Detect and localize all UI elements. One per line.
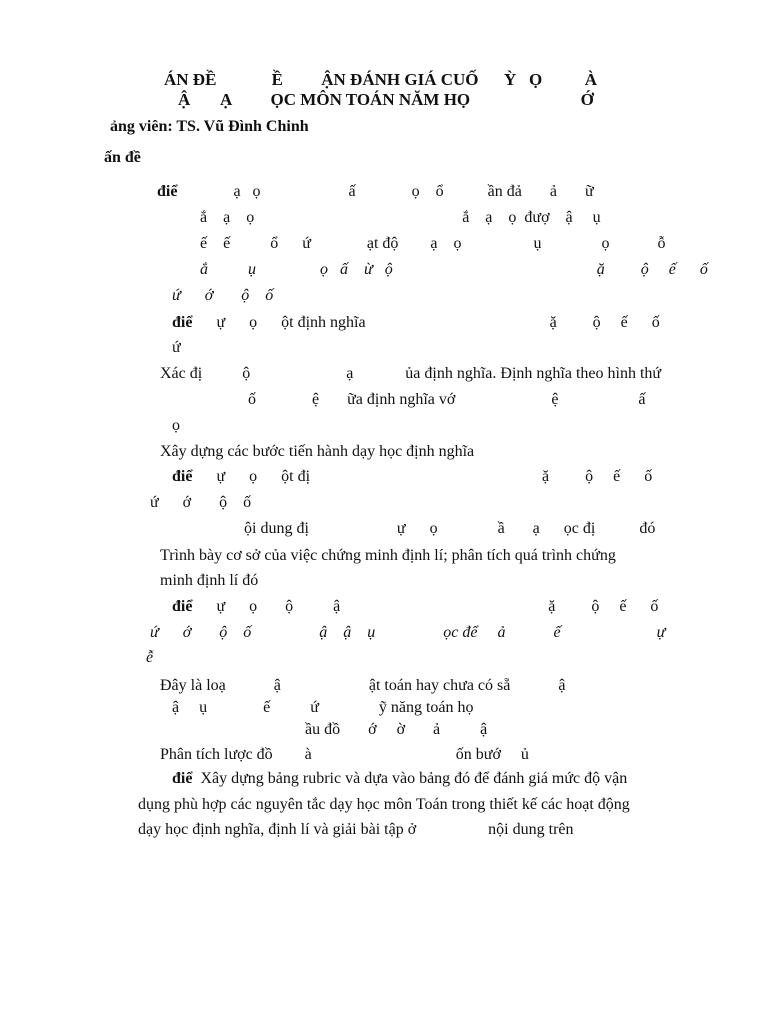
body-text: ự ọ ột định nghĩa ặ ộ ế ố (192, 314, 660, 331)
body-line-11: Xây dựng các bước tiến hành dạy học định nghĩa (160, 443, 475, 460)
body-line-13: ứ ớ ộ ố (150, 494, 252, 511)
body-line-25: dụng phù hợp các nguyên tắc dạy học môn Toán trong thiết kế các hoạt động (138, 796, 630, 813)
body-line-8: Xác đị ộ ạ ủa định nghĩa. Định nghĩa theo hình thứ (160, 365, 662, 382)
body-line-7: ứ (172, 339, 181, 356)
title-line-1: ÁN ĐỀ Ề ẬN ĐÁNH GIÁ CUỐ Ỳ Ọ À (164, 70, 598, 89)
body-line-6 (172, 313, 660, 333)
body-line-19: ễ (146, 649, 154, 666)
point-label: điể (172, 468, 193, 485)
title-line-2: Ậ Ạ ỌC MÔN TOÁN NĂM HỌ Ớ (178, 90, 594, 109)
point-label: điể (172, 598, 193, 615)
body-line-4: ắ ụ ọ ấ ừ ộ ặ ộ ế ố (200, 261, 708, 278)
body-line-20: Đây là loạ ậ ật toán hay chưa có sẵ ậ (160, 677, 566, 694)
body-line-10: ọ (172, 417, 180, 434)
body-line-21: ậ ụ ế ứ ỹ năng toán họ (172, 699, 474, 716)
body-line-3: ế ế ổ ứ ạt độ ạ ọ ụ ọ ỗ (200, 235, 666, 252)
body-line-22: ầu đồ ớ ờ ả ậ (305, 721, 488, 738)
point-label: điể (172, 770, 193, 787)
point-label: điể (172, 314, 193, 331)
body-text: ạ ọ ấ ọ ổ ần đả ả ữ (177, 183, 594, 200)
body-text: Xây dựng bảng rubric và dựa vào bảng đó để đánh giá mức độ vận (192, 770, 628, 787)
body-line-26: dạy học định nghĩa, định lí và giải bài tập ở nội dung trên (138, 821, 574, 838)
body-line-9: ố ệ ữa định nghĩa vớ ệ ấ (248, 391, 646, 408)
body-line-23: Phân tích lược đồ à ốn bướ ủ (160, 746, 529, 763)
body-line-18: ứ ớ ộ ố ậ ậ ụ ọc để ả ế ự (150, 624, 666, 641)
body-line-2: ắ ạ ọ ắ ạ ọ đượ ậ ụ (200, 209, 601, 226)
body-line-24 (172, 769, 627, 789)
body-line-17 (172, 597, 658, 617)
body-line-14: ội dung đị ự ọ ầ ạ ọc đị đó (244, 520, 656, 537)
body-text: ự ọ ột đị ặ ộ ế ố (192, 468, 653, 485)
body-line-1 (157, 182, 594, 202)
point-label: điể (157, 183, 178, 200)
body-line-5: ứ ớ ộ ố (172, 287, 274, 304)
body-line-15: Trình bày cơ sở của việc chứng minh định lí; phân tích quá trình chứng (160, 547, 616, 564)
body-line-12 (172, 467, 652, 487)
body-line-16: minh định lí đó (160, 572, 259, 589)
section-heading: ấn đề (104, 149, 141, 166)
lecturer-line: ảng viên: TS. Vũ Đình Chinh (110, 118, 309, 135)
body-text: ự ọ ộ ậ ặ ộ ế ố (192, 598, 659, 615)
